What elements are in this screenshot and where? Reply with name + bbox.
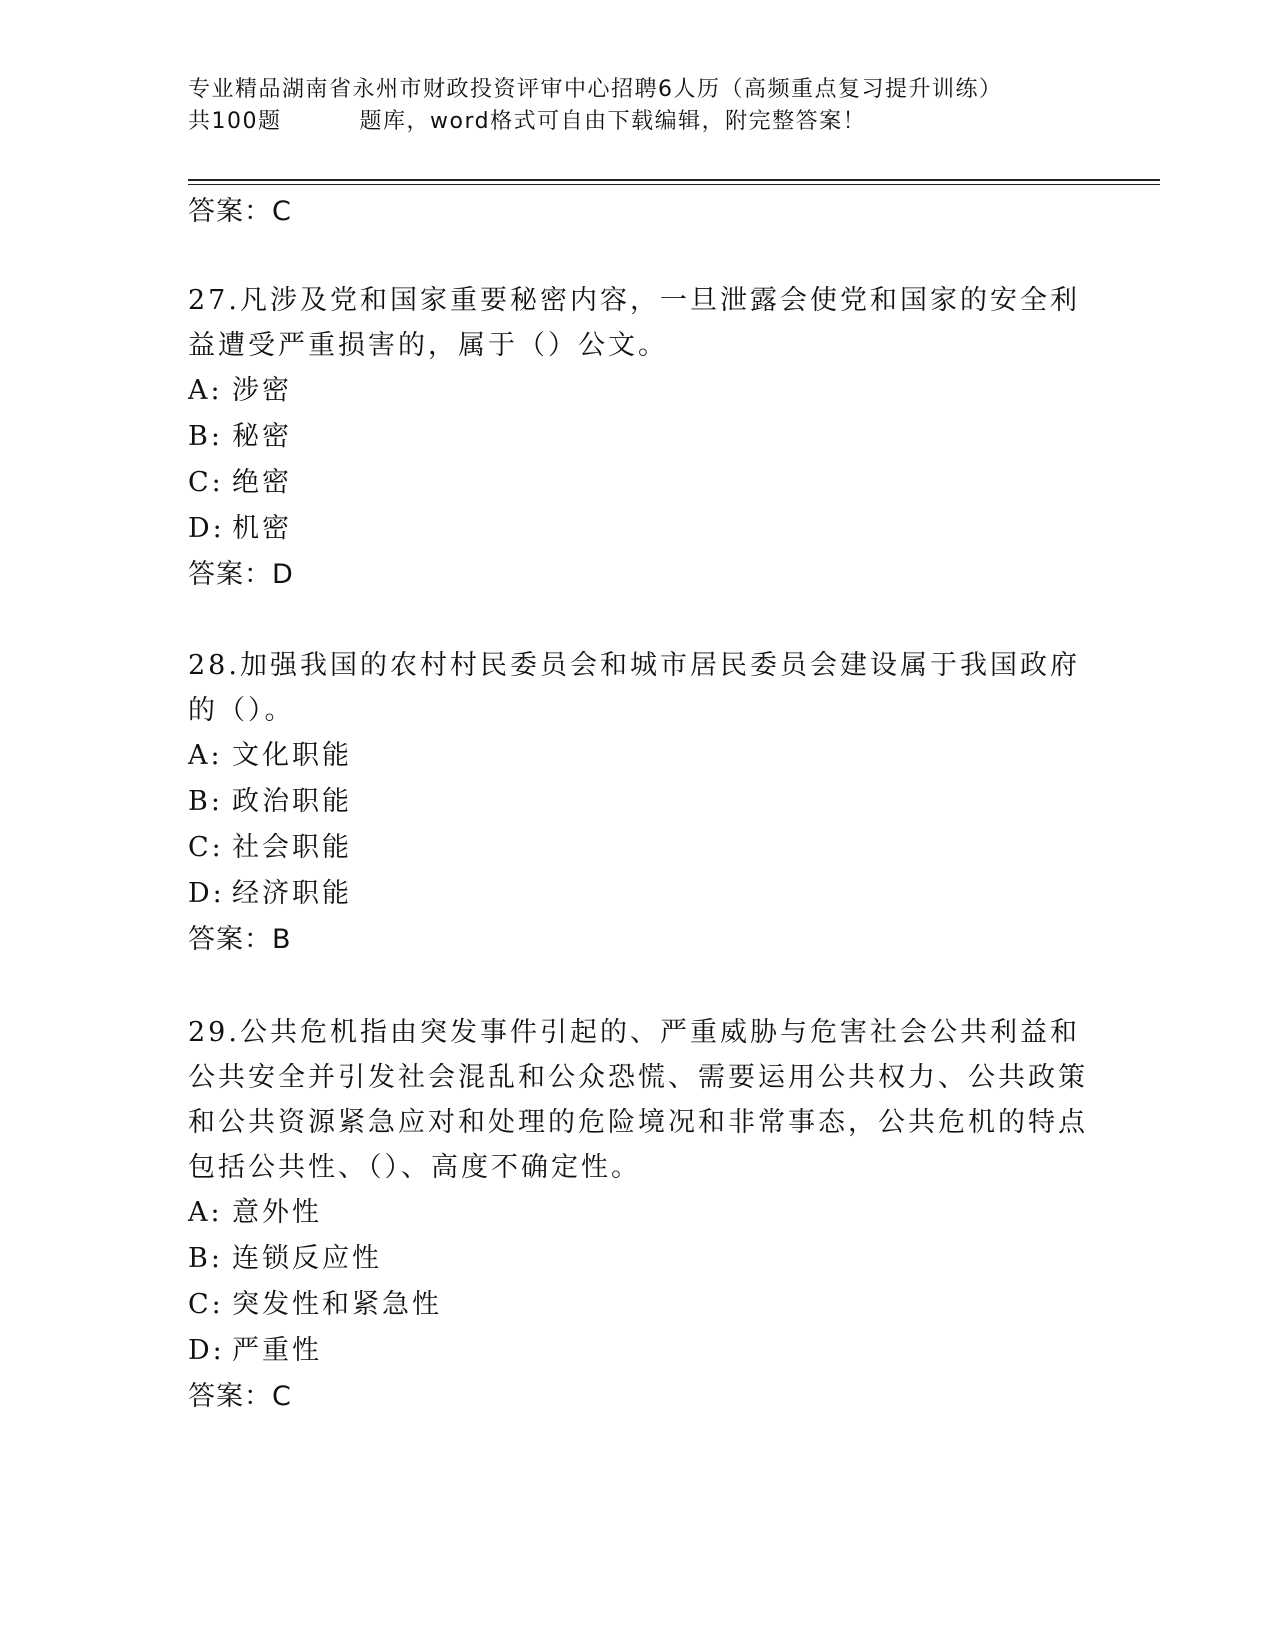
document-header (188, 74, 1088, 138)
answer-line: 答案：D (188, 559, 294, 590)
answer-line: 答案：B (188, 924, 292, 955)
question-text: 27.凡涉及党和国家重要秘密内容，一旦泄露会使党和国家的安全利益遭受严重损害的，属于（）公文。 (188, 285, 1080, 361)
question-29 (188, 1010, 1088, 1420)
question-text: 29.公共危机指由突发事件引起的、严重威胁与危害社会公共利益和公共安全并引发社会混乱和公众恐慌、需要运用公共权力、公共政策和公共资源紧急应对和处理的危险境况和非常事态，公共危机的特点包括公共性、（）、高度不确定性。 (188, 1017, 1088, 1183)
header-title: 专业精品湖南省永州市财政投资评审中心招聘6人历（高频重点复习提升训练） (188, 77, 1003, 102)
option-c: C: 社会职能 (188, 832, 352, 863)
option-a: A: 文化职能 (188, 740, 352, 771)
option-b: B: 政治职能 (188, 786, 352, 817)
option-a: A: 涉密 (188, 375, 292, 406)
question-text: 28.加强我国的农村村民委员会和城市居民委员会建设属于我国政府的（）。 (188, 650, 1080, 726)
question-28 (188, 643, 1088, 963)
option-d: D: 严重性 (188, 1335, 322, 1366)
header-note: 题库，word格式可自由下载编辑，附完整答案！ (359, 109, 867, 134)
option-d: D: 经济职能 (188, 878, 352, 909)
option-b: B: 连锁反应性 (188, 1243, 382, 1274)
option-c: C: 绝密 (188, 467, 292, 498)
previous-answer: 答案：C (188, 196, 292, 227)
option-a: A: 意外性 (188, 1197, 322, 1228)
header-divider-thick (188, 179, 1160, 181)
option-b: B: 秘密 (188, 421, 292, 452)
header-count: 共100题 (188, 109, 282, 134)
header-divider-thin (188, 184, 1160, 185)
answer-line: 答案：C (188, 1381, 292, 1412)
option-d: D: 机密 (188, 513, 292, 544)
question-27 (188, 278, 1088, 598)
option-c: C: 突发性和紧急性 (188, 1289, 442, 1320)
